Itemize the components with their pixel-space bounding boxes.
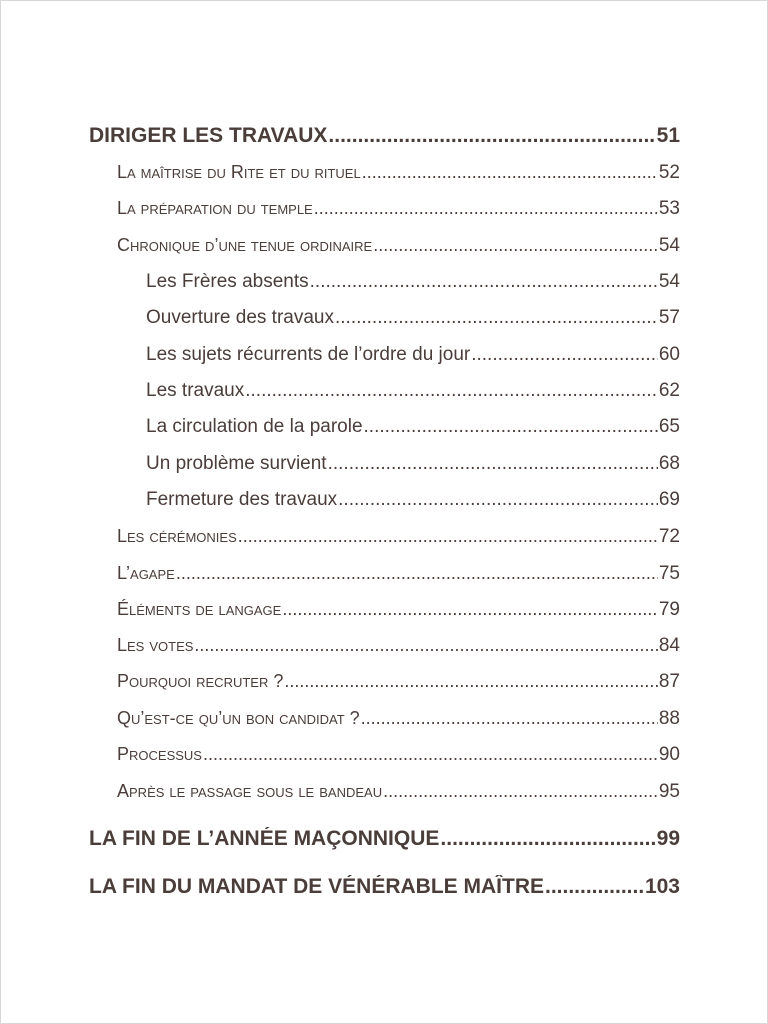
toc-entry-page: 90 (658, 744, 680, 765)
toc-entry-page: 75 (658, 563, 680, 584)
toc-entry-page: 54 (658, 235, 680, 256)
dot-leader (335, 307, 658, 329)
toc-entry-page: 95 (658, 781, 680, 802)
toc-entry-page: 72 (658, 526, 680, 547)
toc-entry-page: 69 (658, 489, 680, 510)
toc-entry-title: Qu’est-ce qu’un bon candidat ? (117, 708, 360, 728)
toc-entry-page: 54 (658, 271, 680, 292)
toc-entry-title: LA FIN DE L’ANNÉE MAÇONNIQUE (89, 827, 440, 850)
toc-entry-chronique-tenue (117, 235, 680, 257)
dot-leader (176, 563, 658, 584)
toc-entry-page: 68 (658, 453, 680, 474)
toc-entry-apres-bandeau (117, 781, 680, 803)
toc-entry-fin-mandat (89, 875, 680, 899)
toc-entry-les-travaux (146, 380, 680, 402)
toc-entry-ceremonies (117, 526, 680, 548)
toc-entry-fin-annee (89, 827, 680, 851)
toc-entry-page: 51 (656, 124, 680, 147)
toc-entry-title: L’agape (117, 563, 175, 583)
toc-entry-title: Après le passage sous le bandeau (117, 781, 383, 801)
toc-entry-title: Les travaux (146, 380, 245, 401)
toc-entry-probleme-survient (146, 453, 680, 475)
toc-entry-title: Un problème survient (146, 453, 327, 474)
toc-entry-title: La circulation de la parole (146, 416, 363, 437)
toc-entry-processus (117, 744, 680, 766)
toc-entry-title: Les cérémonies (117, 526, 237, 546)
toc-entry-page: 103 (644, 875, 680, 898)
toc-entry-title: Les sujets récurrents de l’ordre du jour (146, 344, 471, 365)
toc-entry-title: Pourquoi recruter ? (117, 671, 284, 691)
dot-leader (328, 453, 658, 475)
toc-entry-elements-langage (117, 599, 680, 621)
toc-entry-title: Ouverture des travaux (146, 307, 334, 328)
toc-entry-title: Éléments de langage (117, 599, 282, 619)
toc-entry-page: 87 (658, 671, 680, 692)
toc-entry-ouverture-travaux (146, 307, 680, 329)
toc-entry-pourquoi-recruter (117, 671, 680, 693)
dot-leader (471, 344, 658, 366)
dot-leader (245, 380, 658, 402)
toc-entry-title: DIRIGER LES TRAVAUX (89, 124, 328, 147)
dot-leader (364, 416, 658, 438)
dot-leader (194, 635, 657, 656)
dot-leader (361, 708, 658, 729)
toc-entry-page: 52 (658, 162, 680, 183)
toc-entry-title: La maîtrise du Rite et du rituel (117, 162, 361, 182)
toc-entry-page: 60 (658, 344, 680, 365)
toc-entry-votes (117, 635, 680, 657)
toc-entry-title: LA FIN DU MANDAT DE VÉNÉRABLE MAÎTRE (89, 875, 544, 898)
toc-entry-agape (117, 563, 680, 585)
dot-leader (238, 526, 658, 547)
dot-leader (203, 744, 658, 765)
toc-entry-title: La préparation du temple (117, 198, 313, 218)
toc-entry-title: Les votes (117, 635, 194, 655)
toc-entry-maitrise-rite (117, 162, 680, 184)
toc-entry-fermeture-travaux (146, 489, 680, 511)
toc-entry-page: 62 (658, 380, 680, 401)
dot-leader (282, 599, 658, 620)
dot-leader (328, 124, 655, 148)
toc-entry-page: 88 (658, 708, 680, 729)
dot-leader (440, 827, 655, 851)
toc-entry-page: 57 (658, 307, 680, 328)
toc-entry-page: 84 (658, 635, 680, 656)
toc-entry-diriger-les-travaux (89, 124, 680, 148)
toc-entry-title: Processus (117, 744, 202, 764)
toc-entry-freres-absents (146, 271, 680, 293)
toc-entry-title: Fermeture des travaux (146, 489, 338, 510)
dot-leader (362, 162, 658, 183)
toc-entry-preparation-temple (117, 198, 680, 220)
toc-entry-page: 53 (658, 198, 680, 219)
dot-leader (373, 235, 658, 256)
toc-entry-title: Chronique d’une tenue ordinaire (117, 235, 373, 255)
toc-entry-page: 99 (656, 827, 680, 850)
toc-entry-bon-candidat (117, 708, 680, 730)
dot-leader (545, 875, 644, 899)
toc-entry-circulation-parole (146, 416, 680, 438)
toc-entry-page: 79 (658, 599, 680, 620)
toc-entry-sujets-recurrents (146, 344, 680, 366)
dot-leader (284, 671, 658, 692)
toc-entry-title: Les Frères absents (146, 271, 309, 292)
dot-leader (338, 489, 658, 511)
dot-leader (314, 198, 658, 219)
toc-entry-page: 65 (658, 416, 680, 437)
dot-leader (383, 781, 658, 802)
dot-leader (310, 271, 658, 293)
